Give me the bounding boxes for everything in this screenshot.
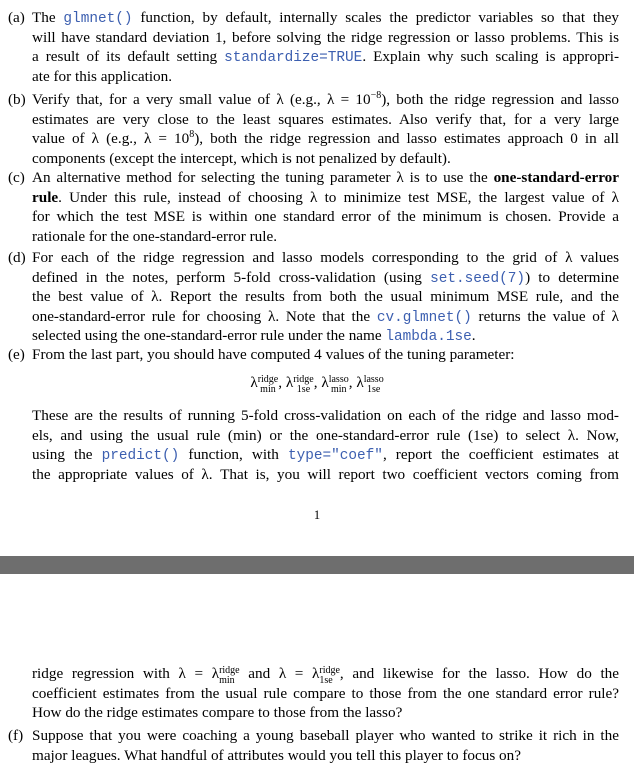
code-set-seed: set.seed(7)	[430, 270, 526, 287]
code-predict: predict()	[101, 448, 180, 465]
question-label: (e)	[8, 346, 25, 363]
lambda-equation: λ ridge min , λ ridge 1se , λ lasso min , λ lasso 1se	[250, 374, 384, 395]
question-label: (c)	[8, 169, 25, 186]
page-2: ridge regression with λ = λ ridge min and λ = λ ridge 1se , and likewise for the lasso. How do the coefficient estimates from the usual rule compare to those from the one standard error rule? How do the ridge estimates compare to those from the lasso? (f) Suppose that you were coaching a young baseball player who wanted to strike it rich in the major leagues. What handful of attributes would you tell this player to focus on?	[0, 574, 634, 776]
question-label: (a)	[8, 9, 25, 26]
question-label: (d)	[8, 249, 26, 266]
code-lambda-1se: lambda.1se	[385, 329, 472, 346]
page-1: (a) The glmnet() function, by default, internally scales the predictor variables so that they will have standard deviation 1, before solving the ridge regression or lasso problems. This is a result of its default setting standardize=TRUE. Explain why such scaling is appropri- ate for this application. (b) Verify that, for a very small value of λ (e.g., $\lambda = 10^{-8}$), both the ridge regression and lasso estimates are very close to the least squares estimates. Also verify that, for a very large value of λ (e.g., $\lambda = 10^8$), both the ridge regression and lasso estimates approach 0 in all components (except the intercept, which is not penalized by default). (c) An alternative method for selecting the tuning parameter λ is to use the one-standard-error rule. Under this rule, instead of choosing λ to minimize test MSE, the largest value of λ for which the test MSE is within one standard error of the minimum is chosen. Provide a rationale for the one-standard-error rule. (d) For each of the ridge regression and lasso models corresponding to the grid of λ values defined in the notes, perform 5-fold cross-validation (using set.seed(7)) to determine the best value of λ. Report the results from both the usual minimum MSE rule, and the one-standard-error rule for choosing λ. Note that the cv.glmnet() returns the value of λ selected using the one-standard-error rule under the name lambda.1se. (e) From the last part, you should have computed 4 values of the tuning parameter: λ ridge min , λ ridge 1se , λ lasso min , λ lasso 1se These are the results of running 5-fold cross-validation on each of the ridge and lasso mod- els, and using the usual rule (min) or the one-standard-error rule (1se) to select λ. Now, using the predict() function, with type="coef", report the coefficient estimates at the appropriate values of λ. That is, you will report two coefficient vectors coming from 1	[0, 0, 634, 556]
page-number: 1	[313, 508, 321, 522]
code-cv-glmnet: cv.glmnet()	[376, 309, 472, 326]
code-standardize: standardize=TRUE	[224, 50, 363, 67]
page-separator	[0, 556, 634, 574]
question-label: (f)	[8, 727, 24, 744]
question-label: (b)	[8, 91, 26, 108]
code-glmnet: glmnet()	[63, 11, 133, 27]
code-type-coef: type="coef"	[287, 448, 383, 465]
